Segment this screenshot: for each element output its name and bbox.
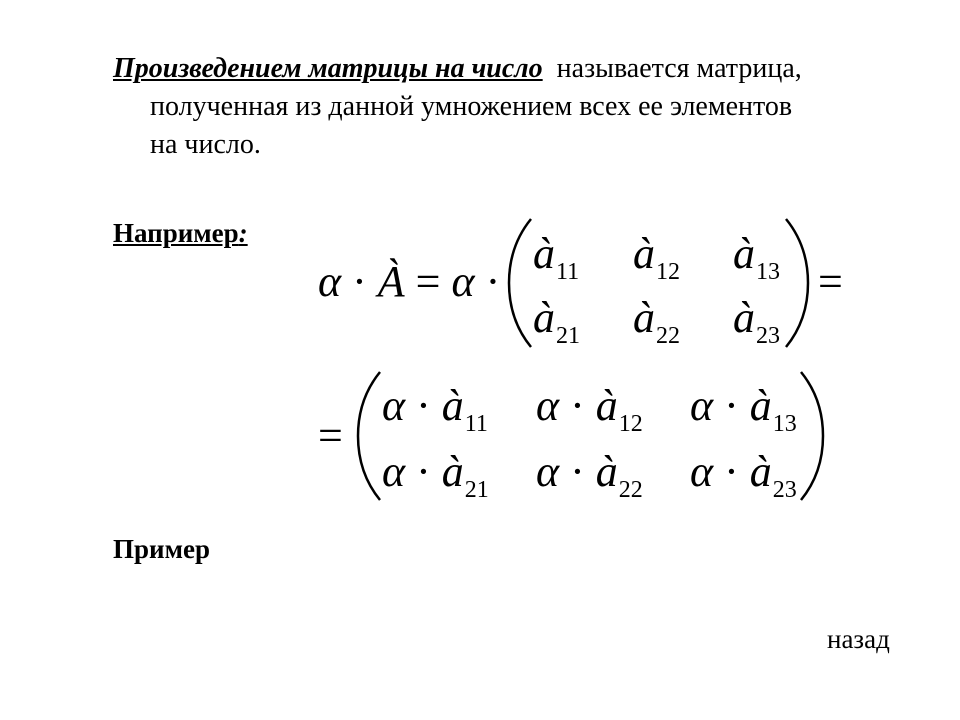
alpha-symbol: α <box>451 257 475 306</box>
alpha-symbol: α <box>382 447 406 496</box>
matrix-1-cell-22 <box>633 293 680 349</box>
formula-1-lhs <box>318 256 500 307</box>
element-base: à <box>633 293 655 342</box>
element-index: 23 <box>772 476 797 503</box>
matrix-name: À <box>377 257 405 306</box>
matrix-1-cell-21 <box>533 293 580 349</box>
element-index: 11 <box>464 410 488 437</box>
alpha-symbol: α <box>536 381 560 430</box>
element-index: 12 <box>618 410 643 437</box>
definition-line-1-rest: называется матрица, <box>556 53 802 84</box>
element-base: à <box>595 447 618 496</box>
matrix-2-cell-23 <box>690 447 797 503</box>
multiply-dot: · <box>724 447 739 496</box>
element-base: à <box>595 381 618 430</box>
example-link[interactable]: Пример <box>113 534 210 564</box>
back-link[interactable]: назад <box>827 624 890 654</box>
multiply-dot: · <box>485 257 501 306</box>
element-base: à <box>733 293 755 342</box>
element-base: à <box>441 381 464 430</box>
matrix-1-cell-11 <box>533 229 580 285</box>
matrix-2-cell-12 <box>536 381 643 437</box>
multiply-dot: · <box>570 381 585 430</box>
element-index: 22 <box>618 476 643 503</box>
element-index: 13 <box>756 258 780 285</box>
definition-term: Произведением матрицы на число <box>113 53 543 84</box>
definition-line-1 <box>113 50 913 88</box>
element-base: à <box>733 229 755 278</box>
element-base: à <box>533 229 555 278</box>
multiply-dot: · <box>416 381 431 430</box>
element-index: 21 <box>464 476 489 503</box>
element-base: à <box>749 381 772 430</box>
example-heading <box>113 218 248 249</box>
element-base: à <box>633 229 655 278</box>
leading-equals-sign: = <box>318 411 343 460</box>
alpha-symbol: α <box>536 447 560 496</box>
matrix-2-cell-22 <box>536 447 643 503</box>
multiply-dot: · <box>352 257 367 306</box>
multiply-dot: · <box>416 447 431 496</box>
multiply-dot: · <box>724 381 739 430</box>
example-heading-colon: : <box>238 218 248 248</box>
element-index: 22 <box>656 322 680 349</box>
matrix-2-cell-11 <box>382 381 488 437</box>
element-index: 13 <box>772 410 797 437</box>
element-index: 11 <box>556 258 580 285</box>
alpha-symbol: α <box>690 447 714 496</box>
element-base: à <box>533 293 555 342</box>
equals-sign: = <box>415 257 441 306</box>
alpha-symbol: α <box>382 381 406 430</box>
definition-paragraph <box>113 50 913 164</box>
example-heading-text: Например <box>113 218 239 248</box>
element-index: 23 <box>756 322 780 349</box>
right-paren-matrix-2 <box>797 369 827 503</box>
definition-line-3: на число. <box>150 129 261 160</box>
element-index: 21 <box>556 322 580 349</box>
element-index: 12 <box>656 258 680 285</box>
left-paren-matrix-2 <box>354 369 384 503</box>
element-base: à <box>441 447 464 496</box>
right-paren-matrix-1 <box>782 216 812 350</box>
alpha-symbol: α <box>318 257 342 306</box>
matrix-1-cell-13 <box>733 229 780 285</box>
matrix-2-cell-21 <box>382 447 489 503</box>
left-paren-matrix-1 <box>505 216 535 350</box>
definition-line-2: полученная из данной умножением всех ее элементов <box>150 91 793 122</box>
trailing-equals-sign: = <box>818 257 843 306</box>
multiply-dot: · <box>570 447 585 496</box>
matrix-2-cell-13 <box>690 381 797 437</box>
matrix-1-cell-23 <box>733 293 780 349</box>
alpha-symbol: α <box>690 381 714 430</box>
matrix-1-cell-12 <box>633 229 680 285</box>
element-base: à <box>749 447 772 496</box>
